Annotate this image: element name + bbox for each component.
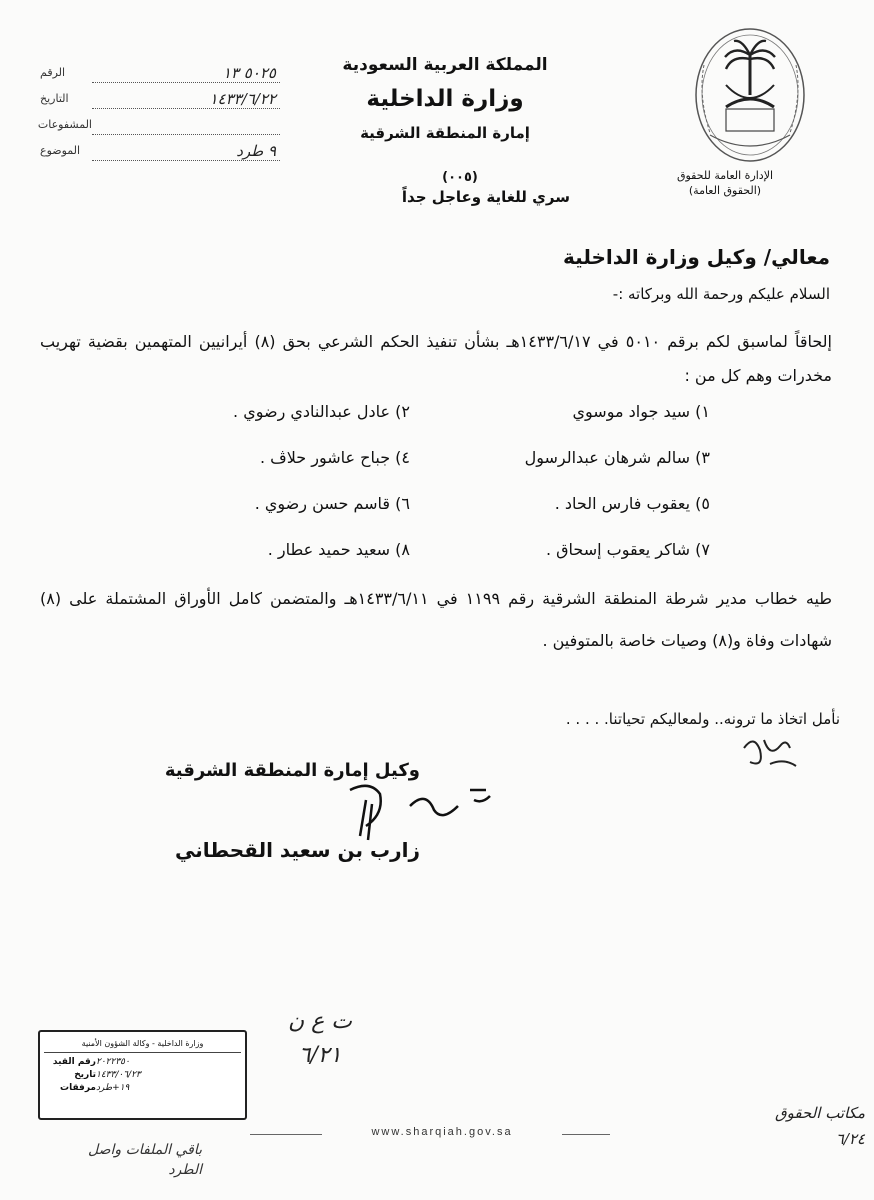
- ref-date-label: التاريخ: [40, 92, 69, 105]
- ref-attachments-label: المشفوعات: [37, 118, 92, 131]
- stamp-label: مرفقات: [60, 1083, 96, 1093]
- saudi-emblem-icon: [690, 25, 810, 165]
- signatory-name: زارب بن سعيد القحطاني: [175, 838, 420, 862]
- ref-date-value: ١٤٣٣/٦/٢٢: [92, 90, 280, 109]
- stamp-value: ١٤٣٣/٠٦/٢٣: [96, 1070, 141, 1080]
- kingdom-header: [330, 48, 560, 150]
- stamp-label: رقم القيد: [52, 1057, 96, 1067]
- paragraph-intro: إلحاقاً لماسبق لكم برقم ٥٠١٠ في ١٤٣٣/٦/١٧هـ بشأن تنفيذ الحكم الشرعي بحق (٨) أيرانيين المتهمين بقضية تهريب مخدرات وهم كل من :: [40, 332, 833, 385]
- handwritten-note-middle: [270, 1005, 370, 1085]
- ref-subject-row: [40, 138, 280, 164]
- department-name: [650, 168, 800, 198]
- incoming-stamp: [38, 1030, 247, 1120]
- stamp-value: ١٩+طرد: [96, 1083, 130, 1093]
- list-item: ٢) عادل عبدالنادي رضوي .: [233, 402, 410, 421]
- list-item: ٣) سالم شرهان عبدالرسول: [524, 448, 710, 467]
- stamp-row: [48, 1056, 239, 1069]
- ref-attachments-value: [92, 116, 280, 135]
- document-code: (٠٠٥): [442, 170, 478, 185]
- handwritten-note-line: الطرد: [168, 1162, 202, 1178]
- kingdom-name: المملكة العربية السعودية: [342, 55, 548, 75]
- handwritten-note-bottom-left: [72, 1140, 202, 1180]
- list-item: ١) سيد جواد موسوي: [572, 402, 710, 421]
- handwritten-note-line: مكاتب الحقوق: [775, 1104, 865, 1122]
- stamp-value: ٢٠٢٢٣٥٠: [96, 1057, 130, 1067]
- ref-date-row: [40, 86, 280, 112]
- initials-scribble-icon: [740, 728, 800, 778]
- ministry-name: وزارة الداخلية: [366, 86, 524, 112]
- classification-label: سري للغاية وعاجل جداً: [401, 188, 570, 206]
- handwritten-note-bottom-right: [725, 1100, 865, 1180]
- handwritten-note-line: باقي الملفات واصل: [88, 1142, 202, 1158]
- stamp-row: [48, 1082, 239, 1095]
- ref-number-row: [40, 60, 280, 86]
- ref-number-label: الرقم: [40, 66, 66, 79]
- list-item: ٦) قاسم حسن رضوي .: [254, 494, 410, 513]
- department-subline: (الحقوق العامة): [688, 184, 762, 197]
- ref-number-value: ٥٠٢٥ ١٣: [92, 64, 280, 83]
- footer-website: www.sharqiah.gov.sa: [322, 1126, 562, 1138]
- ref-subject-label: الموضوع: [40, 144, 81, 157]
- department-line: الإدارة العامة للحقوق: [676, 169, 774, 182]
- stamp-label: تاريخ: [74, 1070, 96, 1080]
- paragraph-attachments: طيه خطاب مدير شرطة المنطقة الشرقية رقم ١١٩٩ في ١٤٣٣/٦/١١هـ والمتضمن كامل الأوراق المشتملة على (٨) شهادات وفاة و(٨) وصيات خاصة بالمتوفين .: [40, 589, 833, 650]
- closing-line: نأمل اتخاذ ما ترونه.. ولمعاليكم تحياتنا. . . . .: [565, 710, 840, 728]
- handwritten-note-line: ت ع ن: [288, 1009, 352, 1034]
- ref-attachments-row: [37, 112, 280, 138]
- handwritten-note-date: ٦/٢٤: [835, 1130, 865, 1148]
- reference-box: [37, 60, 280, 164]
- stamp-body: [48, 1056, 239, 1095]
- list-item: ٤) جباح عاشور حلاڤ .: [259, 448, 410, 467]
- addressee: معالي/ وكيل وزارة الداخلية: [563, 245, 830, 269]
- handwritten-note-date: ٦/٢١: [298, 1043, 342, 1068]
- greeting: السلام عليكم ورحمة الله وبركاته :-: [612, 285, 830, 303]
- list-item: ٥) يعقوب فارس الحاد .: [554, 494, 710, 513]
- emirate-name: إمارة المنطقة الشرقية: [360, 124, 530, 142]
- list-item: ٨) سعيد حميد عطار .: [267, 540, 410, 559]
- stamp-header: وزارة الداخلية - وكالة الشؤون الأمنية: [44, 1036, 241, 1053]
- ref-subject-value: ٩ طرد: [92, 142, 280, 161]
- stamp-row: [48, 1069, 239, 1082]
- signatory-title: وكيل إمارة المنطقة الشرقية: [164, 760, 420, 781]
- list-item: ٧) شاكر يعقوب إسحاق .: [545, 540, 710, 559]
